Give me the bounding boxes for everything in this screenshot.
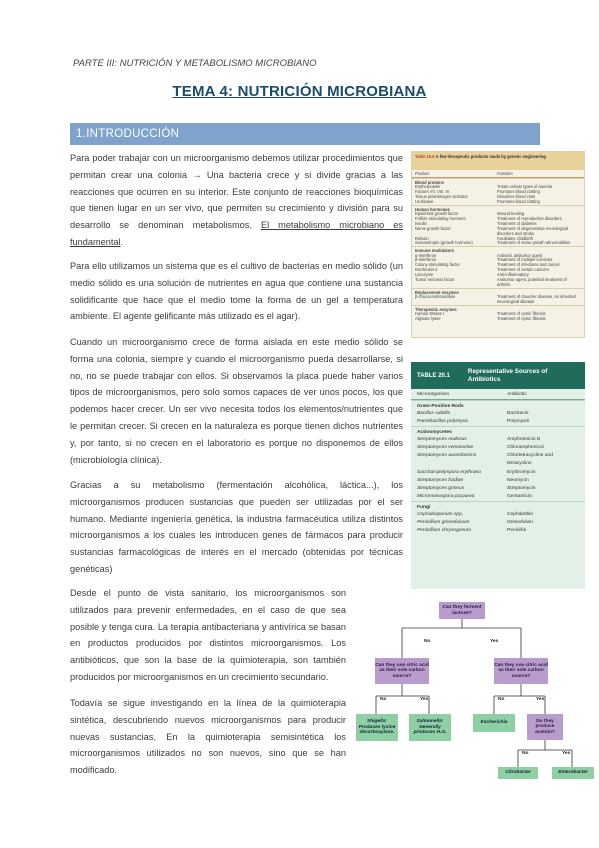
label-yes: Yes [490, 639, 499, 644]
table-cell: Polymyxin [507, 419, 530, 425]
table-cell: Chloramphenicol [507, 445, 544, 451]
enterobacteria-flowchart [354, 600, 599, 785]
section-heading: 1.INTRODUCCIÓN [70, 123, 540, 145]
table-row [411, 485, 585, 493]
table-row [411, 418, 585, 426]
antibiotic-sources-table [411, 362, 585, 589]
table-row [411, 436, 585, 444]
paragraph-6: Todavía se sigue investigando en la línea de la quimioterapia sintética, descubriendo nuevos microorganismos para producir nuevas sustancias. En la quimioterapia semisintética los microorganismos utilizados no son nuevos, sino que se han modificado. [70, 698, 346, 776]
therapeutic-products-table [411, 151, 585, 338]
table-cell: Streptomyces nodosus [417, 437, 467, 443]
table-group-heading: Actinomycetes [411, 426, 585, 436]
citrate-question-box-right: Can they use citric acid as their sole carbon source? [494, 658, 548, 684]
salmonella-box: Salmonella: Generally produces H₂S. [409, 714, 451, 741]
paragraph-1: Para poder trabajar con un microorganismo debemos utilizar procedimientos que permitan crear una colonia → Una bacteria crece y si divide gracias a las reacciones que ocurren en su interior. Este conjunto de reacciones bioquímicas que tienen lugar en un ser vivo, que permiten su crecimiento y división para su desarrollo se denominan metabolismos. El metabolismo microbiano es fundamental. [70, 153, 403, 247]
table-cell: Treatment of diabetes [497, 220, 537, 226]
table-cell: α-Interferon [415, 252, 437, 258]
table-group-heading: Replacement enzymes [412, 288, 584, 295]
escherichia-box: Escherichia [473, 714, 515, 732]
part-heading: PARTE III: NUTRICIÓN Y METABOLISMO MICROBIANO [73, 58, 317, 69]
table-group-heading: Blood proteins [412, 178, 584, 185]
label-no: No [498, 697, 505, 702]
table-cell: Bacillus subtilis [417, 411, 451, 416]
table-row [411, 477, 585, 485]
table-header: Product Function [412, 170, 584, 178]
table-cell: Tissue plasminogen activator [415, 194, 468, 200]
table-cell: Micromonospora purpurea [417, 493, 475, 499]
table-header: Microorganism Antibiotic [411, 389, 585, 400]
underlined-phrase: El metabolismo microbiano es fundamental [70, 220, 403, 247]
table-row [412, 241, 584, 246]
paragraph-5: Desde el punto de vista sanitario, los microorganismos son utilizados para prevenir enfermedades, en el caso de que sea posible y tenga cura. La terapia antibacteriana y antivírica se basan en productos producidos por distintos microorganismos. Los antibióticos, que son la base de la quimioterapia, son también producidos por microorganismos en un crecimiento secundario. [70, 588, 346, 682]
table-row [411, 452, 585, 468]
table-cell: Saccharopolyspora erythraea [417, 469, 481, 475]
table-cell: Cephalothin [507, 511, 534, 517]
table-cell: Penicillium chrysogenum [417, 528, 472, 534]
label-yes: Yes [536, 697, 545, 702]
table-cell: Streptomyces griseus [417, 485, 465, 491]
table-cell: β-Interferon [415, 257, 437, 263]
table-cell: Follicle stimulating hormone [415, 215, 466, 221]
table-cell: Treatment of cystic fibrosis [497, 316, 546, 322]
table-row [412, 295, 584, 305]
table-row [411, 511, 585, 519]
label-no: No [380, 697, 387, 702]
table-cell: Treatment of cystic fibrosis [497, 311, 546, 317]
table-cell: Somatotropin (growth hormone) [415, 240, 473, 246]
table-row [411, 527, 585, 535]
table-cell: Streptomycin [507, 485, 536, 491]
table-cell: Interleukin-2 [415, 267, 438, 273]
table-cell: Relaxin [415, 235, 429, 241]
table-cell: Epidermal growth factor [415, 211, 459, 217]
table-cell: Erythromycin [507, 469, 536, 475]
table-row [412, 317, 584, 322]
citrobacter-box: Citrobacter [498, 767, 538, 779]
citrate-question-box-left: Can they use citric acid as their sole carbon source? [375, 658, 429, 684]
paragraph-3: Cuando un microorganismo crece de forma aislada en este medio sólido se forma una colonia, siempre y cuando el microorganismo pueda desarrollarse, si no, no se puede trabajar con ellos. Si observamos la placa puede haber varios tipos de microorganismos, pero solo somos capaces de ver unos pocos, los que podemos hacer crecer. Un ser vivo necesita todos los elementos/nutrientes que le permitan crecer. Si crecen en la naturaleza es porque tienen dichos nutrientes y, por tanto, si no crecen en el laboratorio es porque no disponemos de ellos (microbiología clínica). [70, 337, 403, 465]
label-no: No [424, 639, 431, 644]
table-cell: Streptomyces venezuelae [417, 445, 474, 451]
label-no: No [522, 751, 529, 756]
paragraph-4: Gracias a su metabolismo (fermentación alcohólica, láctica...), los microorganismos producen sustancias que pueden ser utilizadas por el ser humano. Mediante ingeniería genética, la industria farmacéutica utiliza distintos microorganismos a los cuales les introducen genes de fármacos para producir sustancias farmacológicas de interés en el mercado (obtenidas por técnicas genéticas) [70, 480, 403, 574]
table-group-heading: Human hormones [412, 205, 584, 212]
table-cell: Treatment of certain cancers [497, 267, 549, 273]
table-cell: Tumor necrosis factor [415, 277, 455, 283]
label-yes: Yes [420, 697, 429, 702]
table-cell: Gentamicin [507, 493, 532, 499]
table-cell: Penicillium griseofulvum [417, 520, 470, 526]
table-row [411, 469, 585, 477]
table-cell: Griseofulvin [507, 520, 533, 526]
table-cell: Erythropoietin [415, 184, 441, 190]
table-cell: Human DNase I [415, 311, 445, 317]
table-cell: Promotes blood clotting [497, 189, 540, 195]
table-cell: Treatment of Gaucher disease, an inherited neurological disease [497, 294, 576, 305]
table-cell: Facilitates childbirth [497, 235, 533, 241]
table-cell: Treats certain types of anemia [497, 184, 552, 190]
table-cell: Treatment of degenerative neurological disorders and stroke [497, 225, 569, 236]
paragraph-2: Para ello utilizamos un sistema que es el cultivo de bacterias en medio sólido (un medio sólido es una solución de nutrientes en agua que contiene una sustancia solidificante que hace que el medio tome la forma de un gel a temperatura ambiente. El agente gelificante más utilizado es el agar). [70, 261, 403, 322]
table-body [411, 400, 585, 535]
table-row [411, 410, 585, 418]
table-cell: Treatment of multiple sclerosis [497, 257, 553, 263]
table-cell: Paenibacillus polymyxa [417, 419, 468, 425]
table-cell: Treatment of reproductive disorders [497, 215, 562, 221]
table-cell: Urokinase [415, 198, 434, 204]
table-cell: Cephalosporium spp. [417, 511, 464, 517]
table-cell: Treatment of infections and cancer [497, 262, 560, 268]
table-caption: Table 15.6 A few therapeutic products made by genetic engineering [412, 152, 584, 170]
table-body [412, 178, 584, 322]
table-row [412, 200, 584, 205]
table-row [411, 444, 585, 452]
acetoin-question-box: Do they produce acetoin? [527, 714, 563, 740]
label-yes: Yes [562, 751, 571, 756]
table-group-heading: Fungi [411, 501, 585, 511]
table-cell: Penicillin [507, 528, 527, 534]
table-cell: β-Glucocerebrosidase [415, 294, 456, 300]
topic-title: TEMA 4: NUTRICIÓN MICROBIANA [172, 83, 427, 100]
table-cell: Wound healing [497, 211, 525, 217]
table-cell: Alginate lyase [415, 316, 441, 322]
table-cell: Anti-inflammatory [497, 272, 529, 278]
table-cell: Dissolves blood clots [497, 194, 536, 200]
shigella-box: Shigella: Produces lysine decarboxylase. [356, 714, 398, 741]
table-group-heading: Gram-Positive Rods [411, 400, 585, 410]
table-row [411, 493, 585, 501]
table-row [411, 519, 585, 527]
table-cell: Antiviral, antitumor agent [497, 252, 543, 258]
table-group-heading: Therapeutic enzymes [412, 305, 584, 312]
table-caption: TABLE 20.1 Representative Sources of Antibiotics [411, 362, 585, 389]
enterobacter-box: Enterobacter [552, 767, 594, 779]
table-cell: Bacitracin [507, 411, 529, 416]
table-cell: Amphotericin B [507, 437, 541, 443]
table-row [412, 278, 584, 288]
table-cell: Neomycin [507, 477, 529, 483]
table-group-heading: Immune modulators [412, 246, 584, 253]
lactose-question-box: Can they ferment lactose? [439, 602, 485, 619]
table-cell: Nerve growth factor [415, 225, 451, 231]
table-cell: Factors VII, VIII, IX [415, 189, 450, 195]
table-cell: Chlortetracycline and tetracycline [507, 453, 553, 467]
table-cell: Insulin [415, 220, 427, 226]
table-cell: Antitumor agent, potential treatment of arthritis [497, 277, 567, 288]
table-cell: Treatment of some growth abnormalities [497, 240, 571, 246]
table-cell: Streptomyces fradiae [417, 477, 464, 483]
table-cell: Promotes blood clotting [497, 198, 540, 204]
flowchart-connectors [354, 600, 599, 785]
table-cell: Colony stimulating factor [415, 262, 460, 268]
table-cell: Streptomyces aureofaciens [417, 453, 477, 459]
table-cell: Lysozyme [415, 272, 434, 278]
